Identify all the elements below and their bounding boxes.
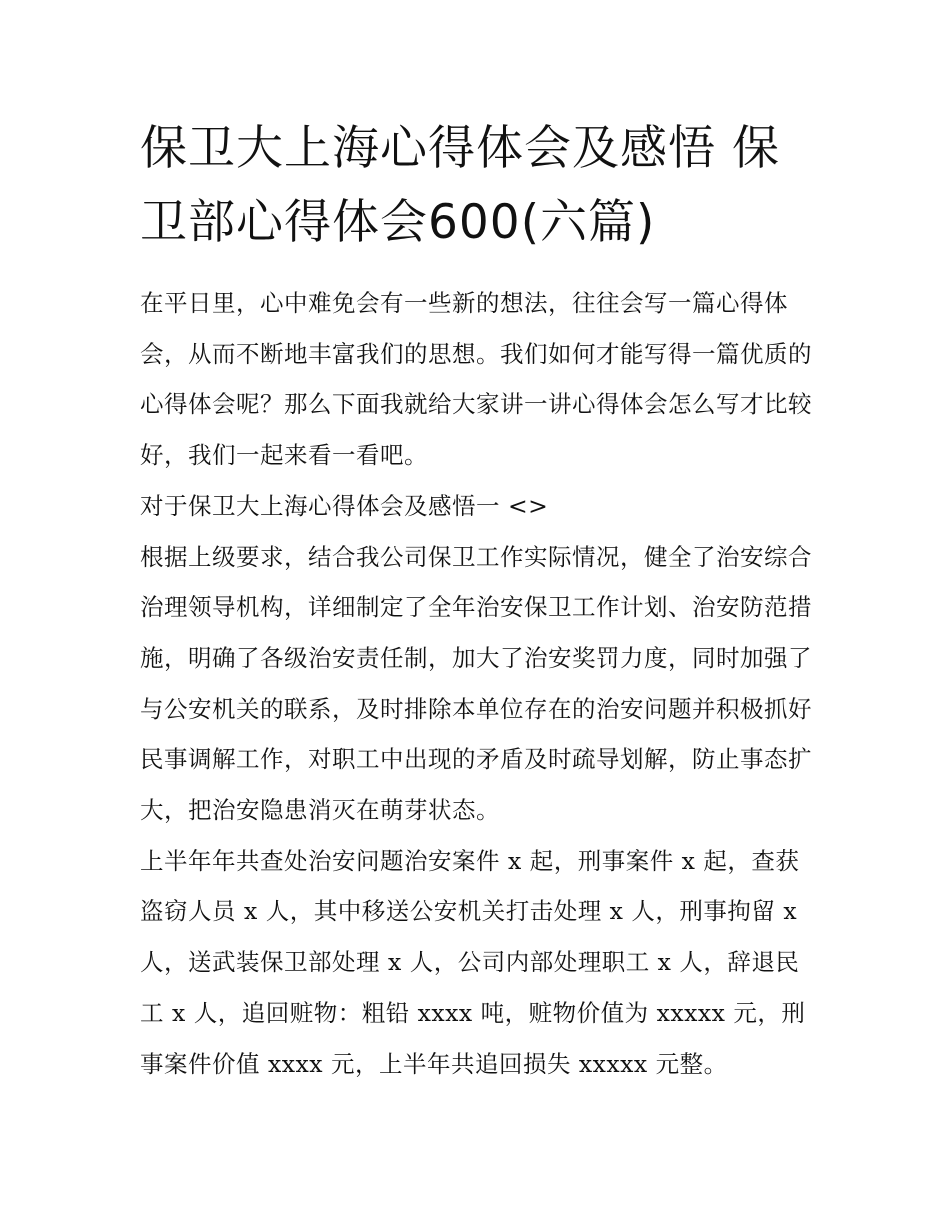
- paragraph-security-work: 根据上级要求，结合我公司保卫工作实际情况，健全了治安综合治理领导机构，详细制定了全年治安保卫工作计划、治安防范措施，明确了各级治安责任制，加大了治安奖罚力度，同时加强了与公安机关的联系，及时排除本单位存在的治安问题并积极抓好民事调解工作，对职工中出现的矛盾及时疏导划解，防止事态扩大，把治安隐患消灭在萌芽状态。: [140, 542, 812, 825]
- paragraph-section-heading: 对于保卫大上海心得体会及感悟一 <>: [140, 491, 549, 520]
- document-title: 保卫大上海心得体会及感悟 保卫部心得体会600(六篇): [140, 121, 780, 250]
- paragraph-intro: 在平日里，心中难免会有一些新的想法，往往会写一篇心得体会，从而不断地丰富我们的思想。我们如何才能写得一篇优质的心得体会呢？那么下面我就给大家讲一讲心得体会怎么写才比较好，我们一起来看一看吧。: [140, 289, 812, 470]
- paragraph-case-statistics: 上半年年共查处治安问题治安案件 x 起，刑事案件 x 起，查获盗窃人员 x 人，其中移送公安机关打击处理 x 人，刑事拘留 x 人，送武装保卫部处理 x 人，公司内部处理职工 x 人，辞退民工 x 人，追回赃物：粗铅 xxxx 吨，赃物价值为 xxxxx 元，刑事案件价值 xxxx 元，上半年共追回损失 xxxxx 元整。: [140, 846, 806, 1078]
- document-body: [140, 278, 820, 1089]
